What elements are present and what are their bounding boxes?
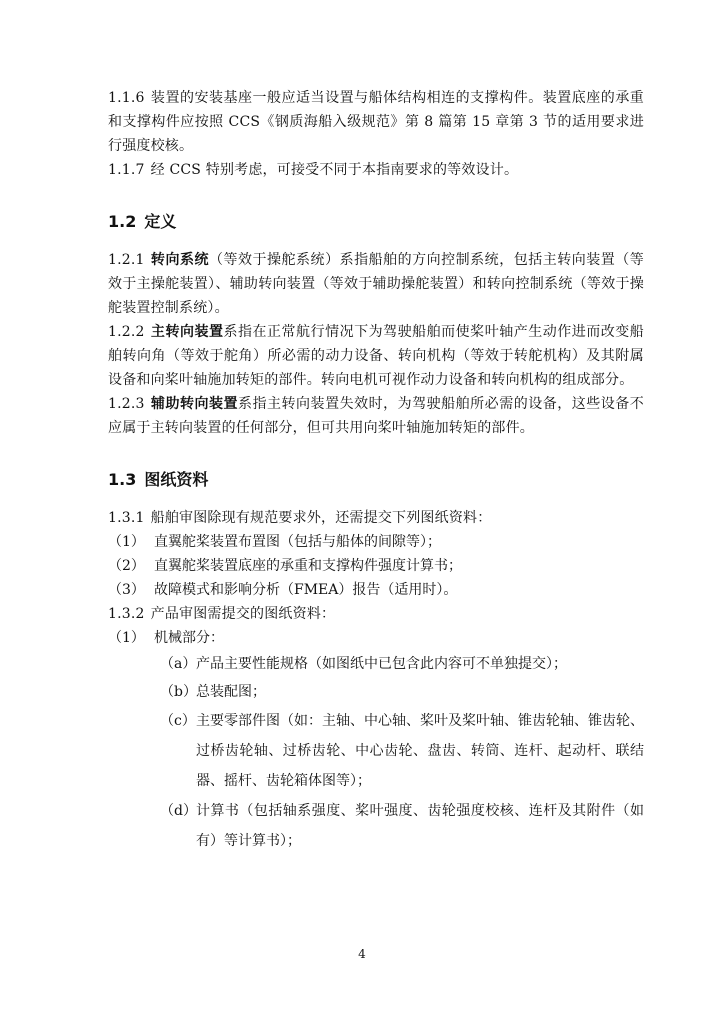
paragraph-1-2-1: [108, 248, 644, 320]
sub-list-item: [108, 650, 644, 678]
sub-list-text: 主要零部件图（如：主轴、中心轴、桨叶及桨叶轴、锥齿轮轴、锥齿轮、过桥齿轮轴、过桥齿轮、中心齿轮、盘齿、转筒、连杆、起动杆、联结器、摇杆、齿轮箱体图等）；: [196, 713, 644, 789]
sub-list-marker: （d）: [160, 803, 197, 819]
clause-number: 1.3.1: [108, 510, 145, 526]
sub-list-item: [108, 796, 644, 856]
sub-list-marker: （c）: [160, 713, 196, 729]
clause-number: 1.2.1: [108, 252, 145, 268]
list-item: [108, 530, 644, 554]
paragraph-1-1-7: [108, 158, 644, 182]
sub-list-text: 产品主要性能规格（如图纸中已包含此内容可不单独提交）；: [196, 656, 567, 672]
clause-number: 1.1.7: [108, 162, 145, 178]
sub-list-text: 总装配图；: [196, 684, 266, 700]
section-number: 1.2: [108, 212, 137, 231]
sub-list-item: [108, 678, 644, 706]
list-item: [108, 554, 644, 578]
page-number: 4: [358, 947, 366, 961]
clause-text: 经 CCS 特别考虑，可接受不同于本指南要求的等效设计。: [150, 162, 519, 178]
list-text: 直翼舵桨装置底座的承重和支撑构件强度计算书；: [154, 558, 462, 574]
section-title: 定义: [144, 212, 177, 231]
sub-list-marker: （b）: [160, 684, 197, 700]
document-page: [108, 86, 644, 856]
list-text: 故障模式和影响分析（FMEA）报告（适用时）。: [154, 582, 458, 598]
clause-text: 系指在正常航行情况下为驾驶船舶而使桨叶轴产生动作进而改变船舶转向角（等效于舵角）所必需的动力设备、转向机构（等效于转舵机构）及其附属设备和向桨叶轴施加转矩的部件。转向电机可视作动力设备和转向机构的组成部分。: [108, 324, 644, 388]
list-text: 直翼舵桨装置布置图（包括与船体的间隙等）；: [154, 534, 441, 550]
paragraph-1-2-2: [108, 320, 644, 392]
clause-text: 装置的安装基座一般应适当设置与船体结构相连的支撑构件。装置底座的承重和支撑构件应按照 CCS《钢质海船入级规范》第 8 篇第 15 章第 3 节的适用要求进行强度校核。: [108, 90, 644, 154]
sub-list-marker: （a）: [160, 656, 197, 672]
defined-term: 转向系统: [150, 252, 209, 268]
list-item: [108, 626, 644, 650]
defined-term: 主转向装置: [150, 324, 224, 340]
list-marker: （3）: [108, 582, 145, 598]
clause-text: （等效于操舵系统）系指船舶的方向控制系统，包括主转向装置（等效于主操舵装置）、辅助转向装置（等效于辅助操舵装置）和转向控制系统（等效于操舵装置控制系统）。: [108, 252, 644, 316]
section-title: 图纸资料: [144, 470, 209, 489]
clause-text: 系指主转向装置失效时，为驾驶船舶所必需的设备，这些设备不应属于主转向装置的任何部分，但可共用向桨叶轴施加转矩的部件。: [108, 396, 644, 436]
section-heading-definitions: [108, 210, 644, 234]
clause-number: 1.2.3: [108, 396, 145, 412]
sub-list-text: 计算书（包括轴系强度、桨叶强度、齿轮强度校核、连杆及其附件（如有）等计算书）；: [196, 803, 644, 849]
paragraph-1-1-6: [108, 86, 644, 158]
list-marker: （2）: [108, 558, 145, 574]
paragraph-1-2-3: [108, 392, 644, 440]
section-heading-drawings: [108, 468, 644, 492]
paragraph-1-3-1: [108, 506, 644, 530]
section-number: 1.3: [108, 470, 137, 489]
sub-list-item: [108, 706, 644, 796]
clause-text: 产品审图需提交的图纸资料：: [150, 606, 336, 622]
list-marker: （1）: [108, 534, 145, 550]
clause-number: 1.2.2: [108, 324, 145, 340]
clause-number: 1.3.2: [108, 606, 145, 622]
list-marker: （1）: [108, 630, 145, 646]
list-text: 机械部分：: [154, 630, 224, 646]
defined-term: 辅助转向装置: [150, 396, 238, 412]
clause-number: 1.1.6: [108, 90, 145, 106]
paragraph-1-3-2: [108, 602, 644, 626]
list-item: [108, 578, 644, 602]
clause-text: 船舶审图除现有规范要求外，还需提交下列图纸资料：: [150, 510, 492, 526]
